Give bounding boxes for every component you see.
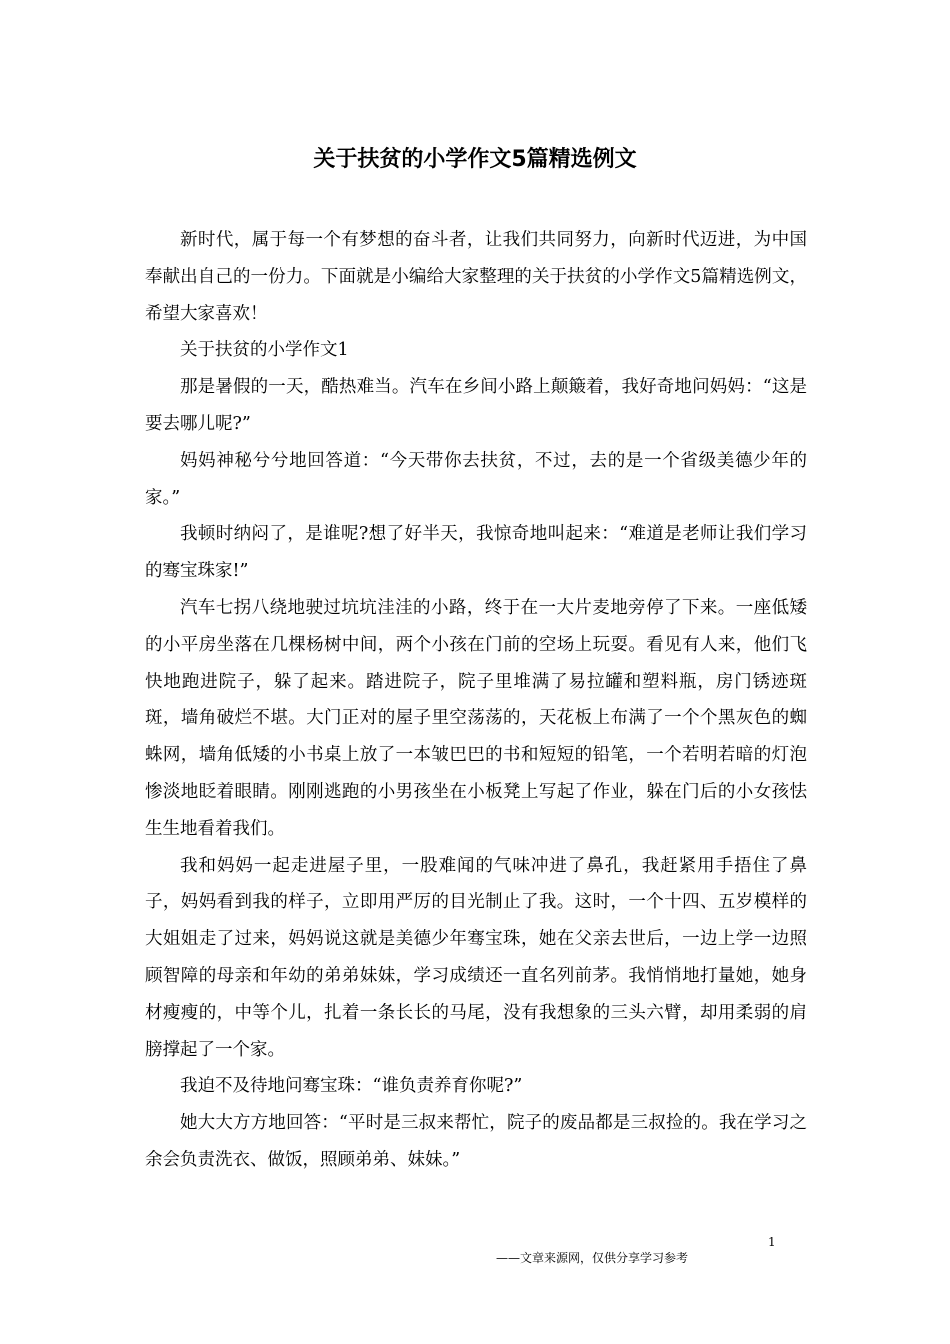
paragraph: 那是暑假的一天，酷热难当。汽车在乡间小路上颠簸着，我好奇地问妈妈：“这是要去哪儿呢?”: [145, 377, 807, 434]
document-title: 关于扶贫的小学作文5篇精选例文: [313, 147, 637, 172]
paragraph: 汽车七拐八绕地驶过坑坑洼洼的小路，终于在一大片麦地旁停了下来。一座低矮的小平房坐落在几棵杨树中间，两个小孩在门前的空场上玩耍。看见有人来，他们飞快地跑进院子，躲了起来。踏进院子，院子里堆满了易拉罐和塑料瓶，房门锈迹斑斑，墙角破烂不堪。大门正对的屋子里空荡荡的，天花板上布满了一个个黑灰色的蜘蛛网，墙角低矮的小书桌上放了一本皱巴巴的书和短短的铅笔，一个若明若暗的灯泡惨淡地眨着眼睛。刚刚逃跑的小男孩坐在小板凳上写起了作业，躲在门后的小女孩怯生生地看着我们。: [145, 597, 807, 839]
paragraph: 妈妈神秘兮兮地回答道：“今天带你去扶贫，不过，去的是一个省级美德少年的家。”: [145, 450, 807, 508]
footer-note: ——文章来源网，仅供分享学习参考: [496, 1251, 689, 1265]
paragraph-intro: 新时代，属于每一个有梦想的奋斗者，让我们共同努力，向新时代迈进，为中国奉献出自己的一份力。下面就是小编给大家整理的关于扶贫的小学作文5篇精选例文，希望大家喜欢！: [145, 230, 807, 324]
document-body: [145, 222, 807, 1179]
paragraph: 我迫不及待地问骞宝珠：“谁负责养育你呢?”: [180, 1076, 523, 1097]
page-number: 1: [768, 1235, 776, 1249]
paragraph: 我顿时纳闷了，是谁呢?想了好半天，我惊奇地叫起来：“难道是老师让我们学习的骞宝珠家!”: [145, 524, 807, 582]
paragraph-section-heading: 关于扶贫的小学作文1: [180, 340, 349, 361]
paragraph: 我和妈妈一起走进屋子里，一股难闻的气味冲进了鼻孔，我赶紧用手捂住了鼻子，妈妈看到我的样子，立即用严厉的目光制止了我。这时，一个十四、五岁模样的大姐姐走了过来，妈妈说这就是美德少年骞宝珠，她在父亲去世后，一边上学一边照顾智障的母亲和年幼的弟弟妹妹，学习成绩还一直名列前茅。我悄悄地打量她，她身材瘦瘦的，中等个儿，扎着一条长长的马尾，没有我想象的三头六臂，却用柔弱的肩膀撑起了一个家。: [145, 855, 807, 1060]
paragraph: 她大大方方地回答：“平时是三叔来帮忙，院子的废品都是三叔捡的。我在学习之余会负责洗衣、做饭，照顾弟弟、妹妹。”: [145, 1113, 807, 1170]
